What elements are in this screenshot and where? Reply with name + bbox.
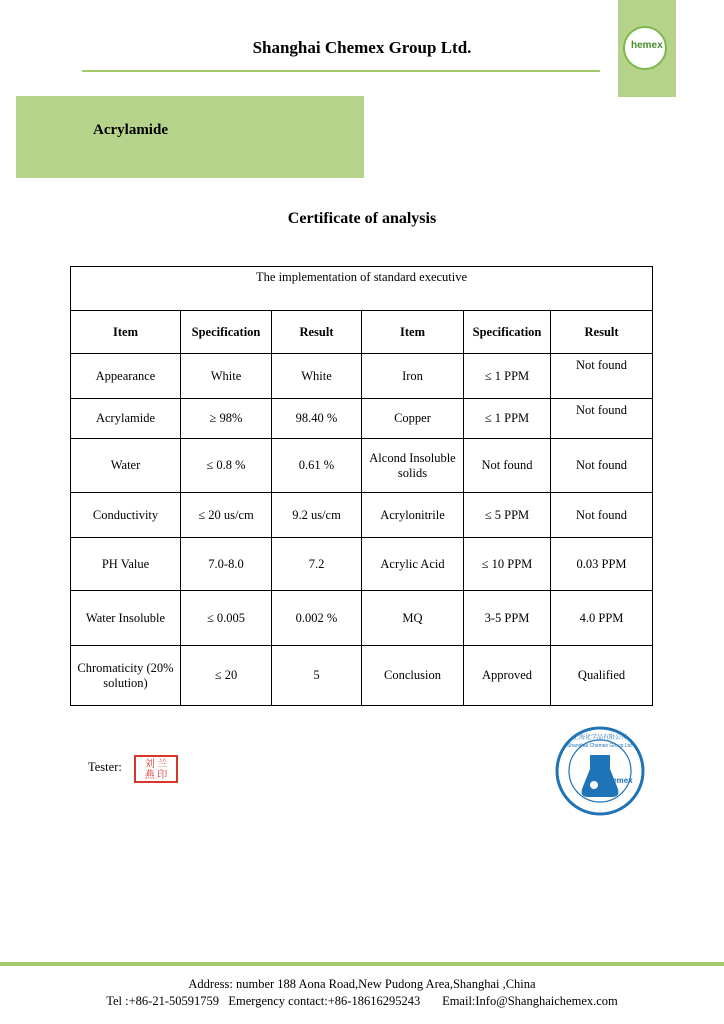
document-title: Certificate of analysis [287,210,437,227]
table-cell: Water Insoluble [71,591,181,646]
table-cell: ≤ 5 PPM [464,493,551,538]
table-row [71,354,653,399]
table-cell: Not found [464,439,551,493]
table-cell: Appearance [71,354,181,399]
table-cell: Acrylonitrile [362,493,464,538]
table-cell: Acrylic Acid [362,538,464,591]
table-row [71,538,653,591]
header-cell: Item [71,311,181,354]
table-row [71,591,653,646]
table-cell: ≤ 1 PPM [464,354,551,399]
footer-divider [0,962,724,966]
table-cell: 0.03 PPM [551,538,653,591]
table-cell: 98.40 % [272,399,362,439]
table-cell: ≤ 20 us/cm [181,493,272,538]
tester-seal-text: 刘 兰 燕 印 [144,759,168,781]
table-cell: 7.2 [272,538,362,591]
table-cell: ≤ 20 [181,646,272,706]
table-cell: 9.2 us/cm [272,493,362,538]
table-cell: ≤ 1 PPM [464,399,551,439]
seal-ring-text: 上海化学品有限公司 [572,734,628,741]
table-cell: Not found [551,354,653,399]
table-cell: 3-5 PPM [464,591,551,646]
header-cell: Result [551,311,653,354]
table-cell: ≥ 98% [181,399,272,439]
table-cell: Conclusion [362,646,464,706]
table-cell: ≤ 10 PPM [464,538,551,591]
table-cell: ≤ 0.8 % [181,439,272,493]
table-cell: PH Value [71,538,181,591]
table-cell: Not found [551,493,653,538]
seal-logo-text: hemex [607,776,633,785]
table-cell: Approved [464,646,551,706]
table-row [71,399,653,439]
table-cell: Not found [551,399,653,439]
table-cell: ≤ 0.005 [181,591,272,646]
table-cell: 0.002 % [272,591,362,646]
table-cell: White [272,354,362,399]
header-cell: Result [272,311,362,354]
product-name: Acrylamide [93,122,168,138]
header-cell: Item [362,311,464,354]
table-cell: Water [71,439,181,493]
header-cell: Specification [464,311,551,354]
company-name: Shanghai Chemex Group Ltd. [252,38,472,57]
table-cell: Chromaticity (20% solution) [71,646,181,706]
header-divider [82,70,600,72]
footer-contact: Tel :+86-21-50591759 Emergency contact:+86-18616295243 Email:Info@Shanghaichemex.com [106,994,618,1008]
seal-company-text: Shanghai Chemex Group Ltd. [566,743,634,749]
company-seal-stamp [554,725,646,817]
table-cell: White [181,354,272,399]
table-cell: Copper [362,399,464,439]
table-cell: 0.61 % [272,439,362,493]
table-cell: MQ [362,591,464,646]
table-cell: Iron [362,354,464,399]
header-cell: Specification [181,311,272,354]
table-row [71,646,653,706]
table-row [71,493,653,538]
table-cell: Alcond Insoluble solids [362,439,464,493]
flask-bubble-icon [590,781,598,789]
standard-cell: The implementation of standard executive [71,267,653,311]
table-header-row [71,311,653,354]
tester-label: Tester: [88,760,122,774]
table-cell: 4.0 PPM [551,591,653,646]
tester-seal-stamp [134,755,178,783]
table-cell: 7.0-8.0 [181,538,272,591]
table-cell: Not found [551,439,653,493]
logo-text: hemex [631,40,663,51]
company-logo [618,0,676,97]
table-cell: Qualified [551,646,653,706]
footer-address: Address: number 188 Aona Road,New Pudong Area,Shanghai ,China [188,977,536,991]
logo-circle-icon [623,26,667,70]
product-banner [16,96,364,178]
table-cell: Conductivity [71,493,181,538]
table-cell: 5 [272,646,362,706]
analysis-table [70,266,653,706]
table-cell: Acrylamide [71,399,181,439]
table-row [71,439,653,493]
standard-row [71,267,653,311]
